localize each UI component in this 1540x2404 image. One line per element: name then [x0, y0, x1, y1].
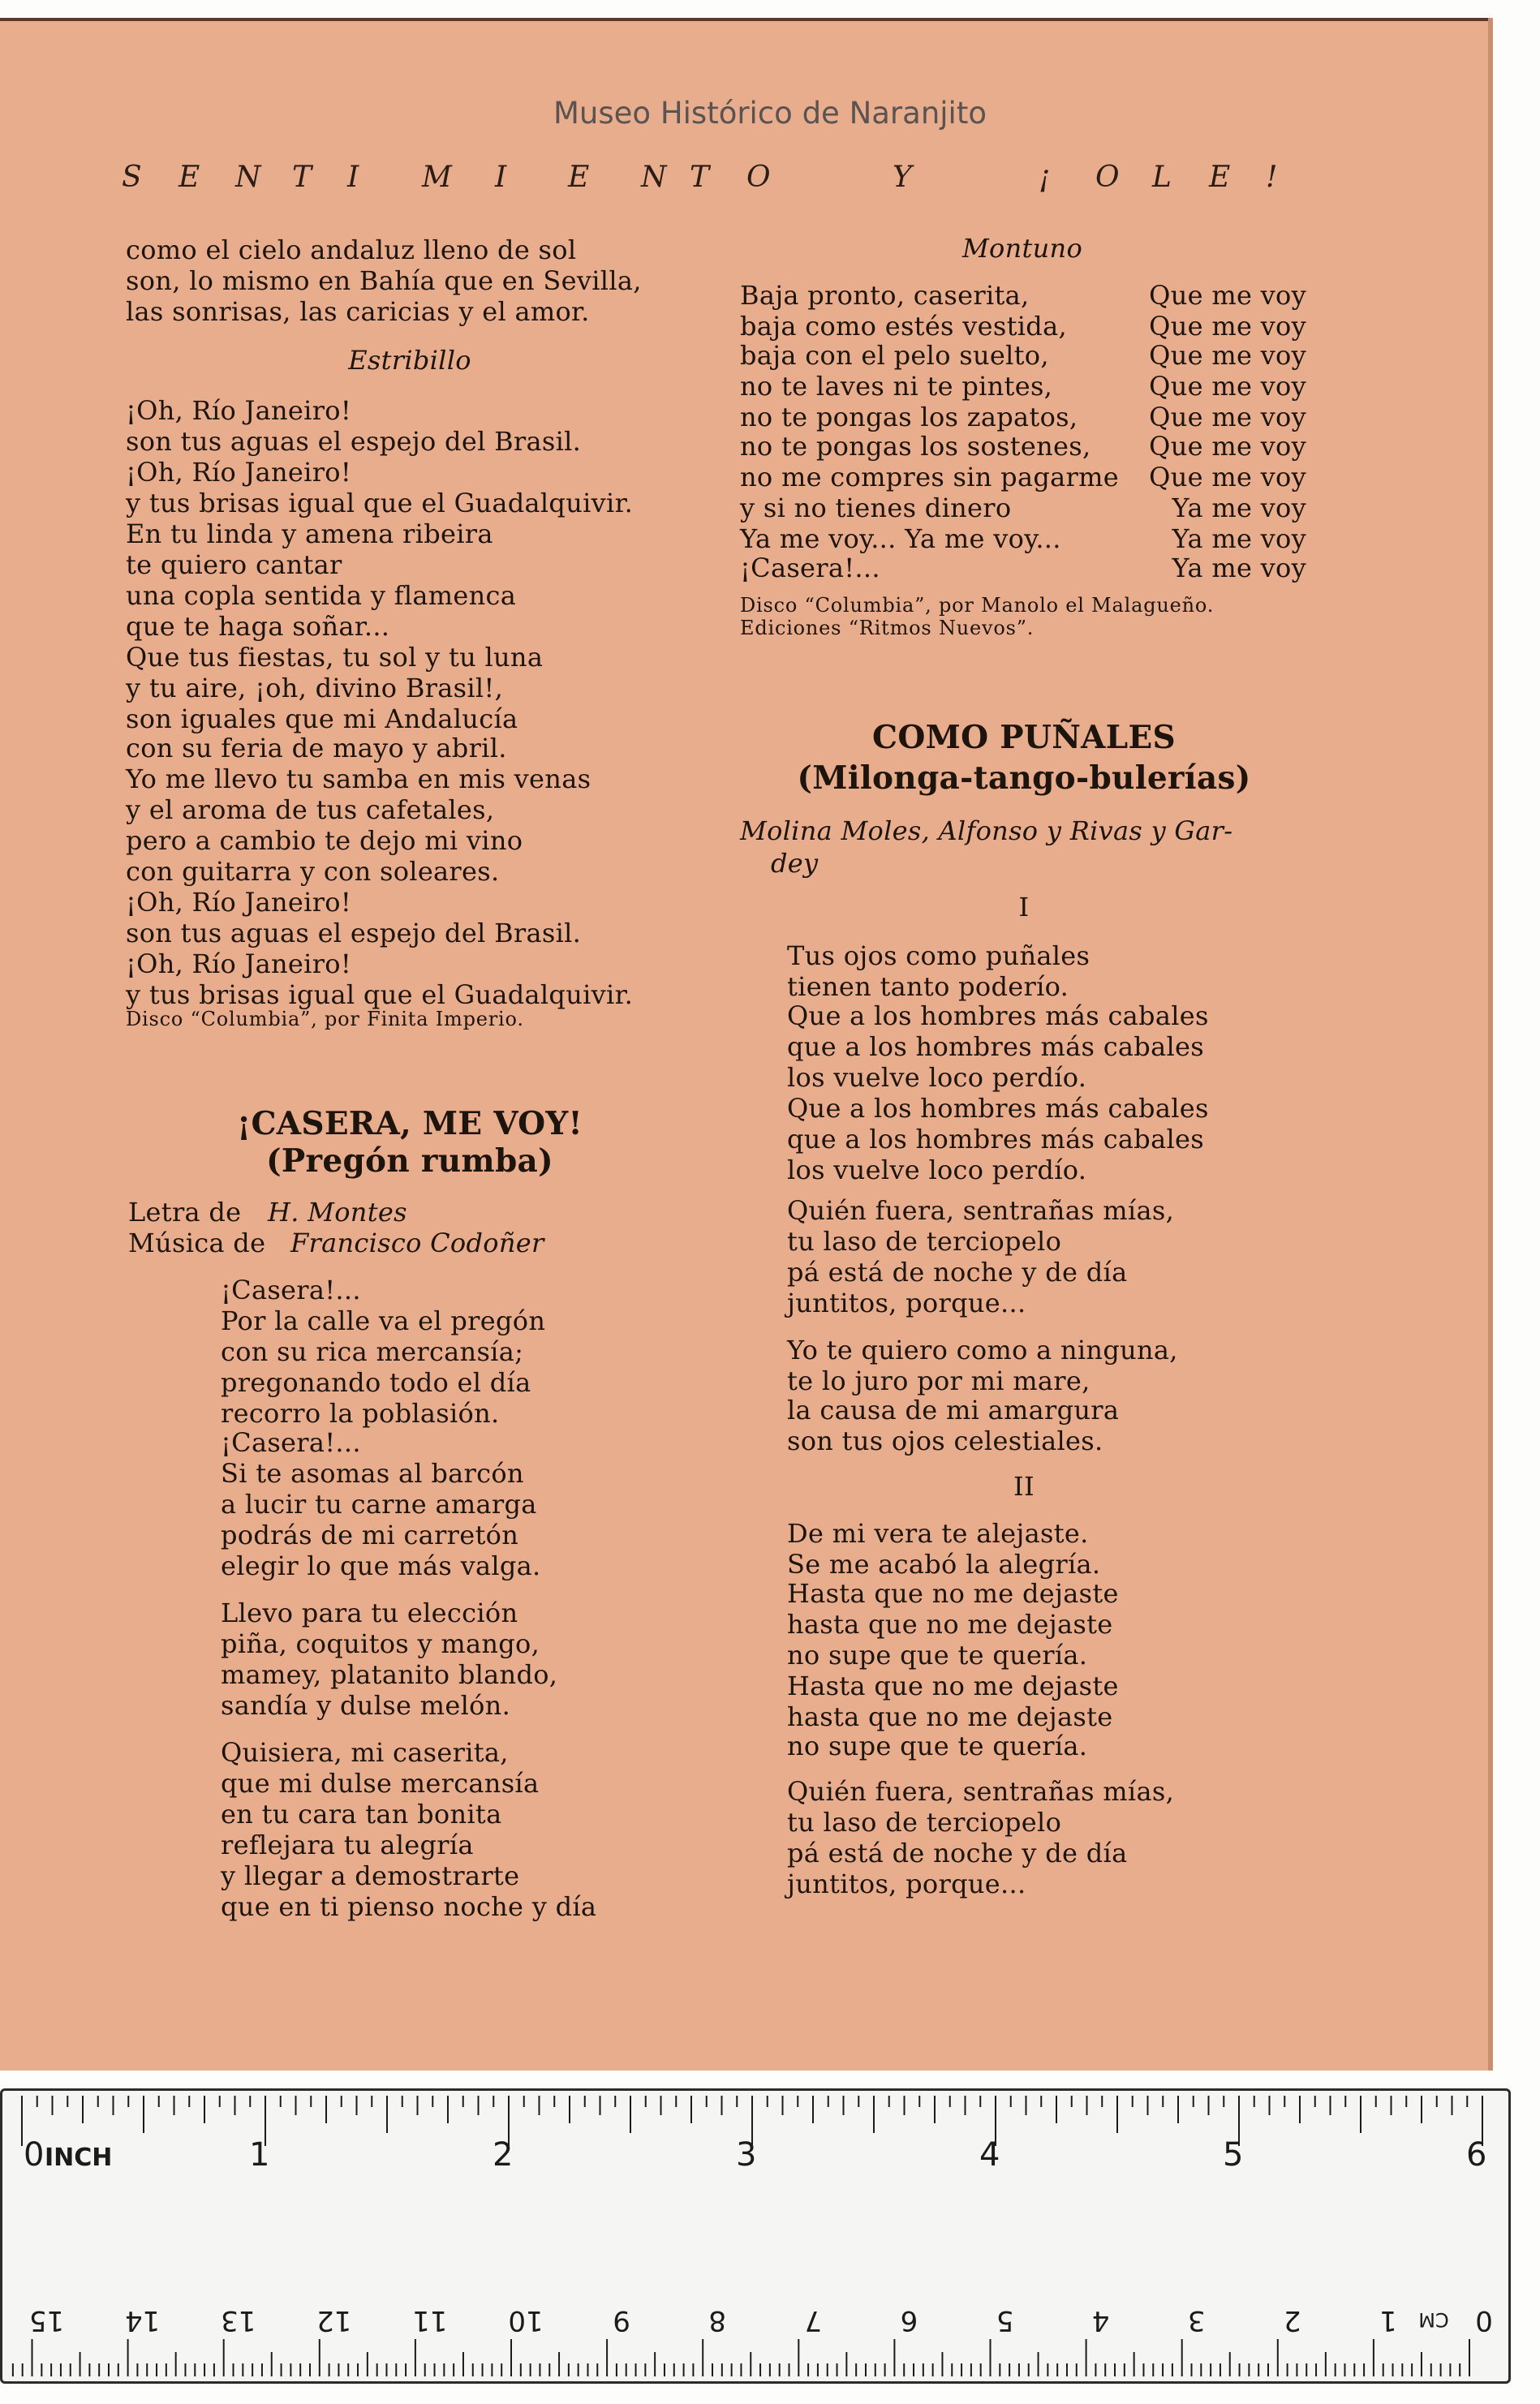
- authors-line: Molina Moles, Alfonso y Rivas y Gar-: [740, 815, 1233, 846]
- section-label: Montuno: [961, 233, 1083, 264]
- verse-line: tu laso de terciopelo: [787, 1807, 1062, 1838]
- refrain-line: Ya me voy: [1172, 492, 1306, 523]
- verse-line: Ya me voy... Ya me voy...: [740, 523, 1061, 554]
- verse-line: elegir lo que más valga.: [221, 1550, 541, 1581]
- running-head-letter: N: [641, 161, 667, 194]
- verse-line: ¡Oh, Río Janeiro!: [126, 457, 352, 488]
- cm-number: 8: [708, 2304, 727, 2337]
- verse-line: pregonando todo el día: [221, 1367, 531, 1398]
- section-label: Estribillo: [348, 345, 471, 376]
- inch-number: 3: [736, 2136, 757, 2174]
- verse-line: y llegar a demostrarte: [221, 1860, 520, 1891]
- verse-line: los vuelve loco perdío.: [787, 1155, 1087, 1185]
- section-number: II: [1013, 1471, 1035, 1502]
- running-head-letter: M: [422, 161, 452, 194]
- verse-line: Quién fuera, sentrañas mías,: [787, 1195, 1175, 1226]
- verse-line: no supe que te quería.: [787, 1731, 1088, 1761]
- ruler-scale: [2, 2091, 1508, 2381]
- running-head-letter: !: [1266, 161, 1278, 194]
- verse-line: baja con el pelo suelto,: [740, 340, 1049, 371]
- verse-line: son tus aguas el espejo del Brasil.: [126, 918, 582, 948]
- cm-number: 0: [1475, 2304, 1493, 2337]
- verse-line: recorro la poblasión.: [221, 1398, 500, 1429]
- verse-line: mamey, platanito blando,: [221, 1659, 558, 1690]
- cm-number: 6: [900, 2304, 918, 2337]
- verse-line: Yo me llevo tu samba en mis venas: [126, 763, 591, 794]
- verse-line: hasta que no me dejaste: [787, 1701, 1113, 1732]
- cm-number: 10: [508, 2304, 544, 2337]
- refrain-line: Que me voy: [1149, 431, 1306, 462]
- museum-watermark: Museo Histórico de Naranjito: [553, 96, 987, 131]
- verse-line: Llevo para tu elección: [221, 1598, 518, 1628]
- composer-name: Francisco Codoñer: [290, 1228, 544, 1258]
- verse-line: hasta que no me dejaste: [787, 1609, 1113, 1640]
- verse-line: ¡Oh, Río Janeiro!: [126, 395, 352, 426]
- cm-number: 9: [613, 2304, 630, 2337]
- refrain-line: Ya me voy: [1172, 523, 1306, 554]
- section-number: I: [1018, 892, 1030, 922]
- credit-label: Música de: [128, 1228, 266, 1258]
- cm-number: 12: [316, 2304, 352, 2337]
- verse-line: tu laso de terciopelo: [787, 1226, 1062, 1257]
- verse-line: a lucir tu carne amarga: [221, 1489, 537, 1520]
- cm-number: 1: [1379, 2304, 1397, 2337]
- song-title: COMO PUÑALES: [872, 719, 1176, 756]
- verse-line: Que a los hombres más cabales: [787, 1000, 1209, 1031]
- verse-line: Quién fuera, sentrañas mías,: [787, 1776, 1175, 1807]
- credit-label: Letra de: [128, 1197, 242, 1228]
- refrain-line: Que me voy: [1149, 340, 1306, 371]
- verse-line: Tus ojos como puñales: [787, 940, 1090, 971]
- song-subtitle: (Milonga-tango-bulerías): [797, 759, 1251, 797]
- verse-line: Baja pronto, caserita,: [740, 280, 1030, 311]
- verse-line: Por la calle va el pregón: [221, 1305, 546, 1336]
- lyricist-name: H. Montes: [268, 1197, 407, 1228]
- running-head-letter: E: [1209, 161, 1231, 194]
- verse-line: que mi dulse mercansía: [221, 1768, 540, 1799]
- refrain-line: Que me voy: [1149, 280, 1306, 311]
- verse-line: no te laves ni te pintes,: [740, 371, 1053, 402]
- verse-line: baja como estés vestida,: [740, 311, 1067, 342]
- verse-line: como el cielo andaluz lleno de sol: [126, 234, 577, 265]
- verse-line: con su rica mercansía;: [221, 1336, 524, 1367]
- inch-number: 4: [979, 2136, 1000, 2174]
- authors-line: dey: [771, 848, 819, 879]
- cm-number: 5: [996, 2304, 1014, 2337]
- running-head-letter: S: [122, 161, 142, 194]
- running-head-letter: O: [1095, 161, 1120, 194]
- cm-number: 3: [1187, 2304, 1206, 2337]
- verse-line: son tus aguas el espejo del Brasil.: [126, 426, 582, 457]
- refrain-line: Que me voy: [1149, 371, 1306, 402]
- running-head-letter: O: [746, 161, 771, 194]
- inch-unit-label: INCH: [45, 2144, 113, 2172]
- running-head-letter: Y: [893, 161, 912, 194]
- verse-line: que a los hombres más cabales: [787, 1124, 1204, 1155]
- verse-line: Yo te quiero como a ninguna,: [787, 1335, 1178, 1365]
- verse-line: piña, coquitos y mango,: [221, 1628, 540, 1659]
- cm-number: 13: [221, 2304, 256, 2337]
- verse-line: pá está de noche y de día: [787, 1838, 1128, 1869]
- cm-number: 4: [1091, 2304, 1110, 2337]
- verse-line: Se me acabó la alegría.: [787, 1549, 1101, 1580]
- running-head-letter: I: [495, 161, 507, 194]
- verse-line: pero a cambio te dejo mi vino: [126, 825, 523, 856]
- record-credit: Disco “Columbia”, por Finita Imperio.: [126, 1008, 524, 1030]
- verse-line: las sonrisas, las caricias y el amor.: [126, 296, 590, 327]
- verse-line: Si te asomas al barcón: [221, 1458, 524, 1489]
- refrain-line: Que me voy: [1149, 402, 1306, 432]
- verse-line: ¡Oh, Río Janeiro!: [126, 887, 352, 918]
- verse-line: y si no tienes dinero: [740, 492, 1012, 523]
- running-head-letter: E: [179, 161, 200, 194]
- verse-line: que a los hombres más cabales: [787, 1031, 1204, 1062]
- verse-line: juntitos, porque...: [787, 1869, 1026, 1899]
- verse-line: Que a los hombres más cabales: [787, 1093, 1209, 1124]
- cm-unit-label: CM: [1418, 2308, 1449, 2331]
- verse-line: son tus ojos celestiales.: [787, 1426, 1103, 1456]
- verse-line: te quiero cantar: [126, 549, 342, 580]
- verse-line: son, lo mismo en Bahía que en Sevilla,: [126, 265, 642, 296]
- inch-number: 1: [249, 2136, 270, 2174]
- verse-line: reflejara tu alegría: [221, 1830, 474, 1860]
- verse-line: no te pongas los zapatos,: [740, 402, 1078, 432]
- running-head-letter: I: [347, 161, 359, 194]
- verse-line: no supe que te quería.: [787, 1640, 1088, 1671]
- song-title: ¡CASERA, ME VOY!: [237, 1105, 583, 1142]
- verse-line: te lo juro por mi mare,: [787, 1365, 1090, 1396]
- verse-line: podrás de mi carretón: [221, 1520, 519, 1550]
- verse-line: y tu aire, ¡oh, divino Brasil!,: [126, 673, 504, 703]
- verse-line: sandía y dulse melón.: [221, 1690, 511, 1721]
- verse-line: ¡Casera!...: [221, 1427, 361, 1458]
- cm-number: 2: [1283, 2304, 1301, 2337]
- running-head-letter: T: [292, 161, 312, 194]
- verse-line: en tu cara tan bonita: [221, 1799, 502, 1830]
- running-head-letter: T: [690, 161, 710, 194]
- measuring-ruler: [0, 2088, 1511, 2384]
- cm-number: 15: [28, 2304, 65, 2337]
- running-head-letter: N: [235, 161, 261, 194]
- verse-line: y tus brisas igual que el Guadalquivir.: [126, 488, 634, 518]
- verse-line: tienen tanto poderío.: [787, 971, 1069, 1002]
- verse-line: no te pongas los sostenes,: [740, 431, 1091, 462]
- inch-number: 5: [1223, 2136, 1244, 2174]
- refrain-line: Que me voy: [1149, 311, 1306, 342]
- refrain-line: Que me voy: [1149, 462, 1306, 492]
- verse-line: ¡Casera!...: [221, 1275, 361, 1305]
- verse-line: que te haga soñar...: [126, 611, 390, 642]
- verse-line: Hasta que no me dejaste: [787, 1671, 1119, 1701]
- verse-line: juntitos, porque...: [787, 1288, 1026, 1318]
- verse-line: En tu linda y amena ribeira: [126, 518, 493, 549]
- song-subtitle: (Pregón rumba): [266, 1142, 553, 1180]
- publisher-credit: Ediciones “Ritmos Nuevos”.: [740, 617, 1035, 639]
- verse-line: son iguales que mi Andalucía: [126, 703, 518, 734]
- cm-number: 14: [124, 2304, 161, 2337]
- inch-number: 0: [24, 2136, 45, 2174]
- cm-number: 7: [804, 2304, 823, 2337]
- verse-line: ¡Casera!...: [740, 553, 880, 583]
- running-head: [122, 161, 1314, 196]
- inch-number: 2: [493, 2136, 514, 2174]
- verse-line: con su feria de mayo y abril.: [126, 733, 507, 763]
- verse-line: los vuelve loco perdío.: [787, 1062, 1087, 1093]
- verse-line: una copla sentida y flamenca: [126, 580, 517, 611]
- verse-line: no me compres sin pagarme: [740, 462, 1119, 492]
- inch-number: 6: [1466, 2136, 1487, 2174]
- running-head-letter: L: [1152, 161, 1172, 194]
- verse-line: pá está de noche y de día: [787, 1257, 1128, 1288]
- verse-line: Que tus fiestas, tu sol y tu luna: [126, 642, 544, 673]
- verse-line: con guitarra y con soleares.: [126, 856, 500, 887]
- record-credit: Disco “Columbia”, por Manolo el Malagueño.: [740, 594, 1215, 617]
- refrain-line: Ya me voy: [1172, 553, 1306, 583]
- verse-line: la causa de mi amargura: [787, 1395, 1120, 1426]
- cm-number: 11: [412, 2304, 448, 2337]
- verse-line: y tus brisas igual que el Guadalquivir.: [126, 979, 634, 1010]
- verse-line: y el aroma de tus cafetales,: [126, 794, 495, 825]
- running-head-letter: E: [568, 161, 590, 194]
- verse-line: que en ti pienso noche y día: [221, 1891, 597, 1922]
- running-head-letter: ¡: [1039, 161, 1051, 194]
- verse-line: ¡Oh, Río Janeiro!: [126, 948, 352, 979]
- verse-line: De mi vera te alejaste.: [787, 1518, 1089, 1549]
- verse-line: Quisiera, mi caserita,: [221, 1737, 509, 1768]
- verse-line: Hasta que no me dejaste: [787, 1578, 1119, 1609]
